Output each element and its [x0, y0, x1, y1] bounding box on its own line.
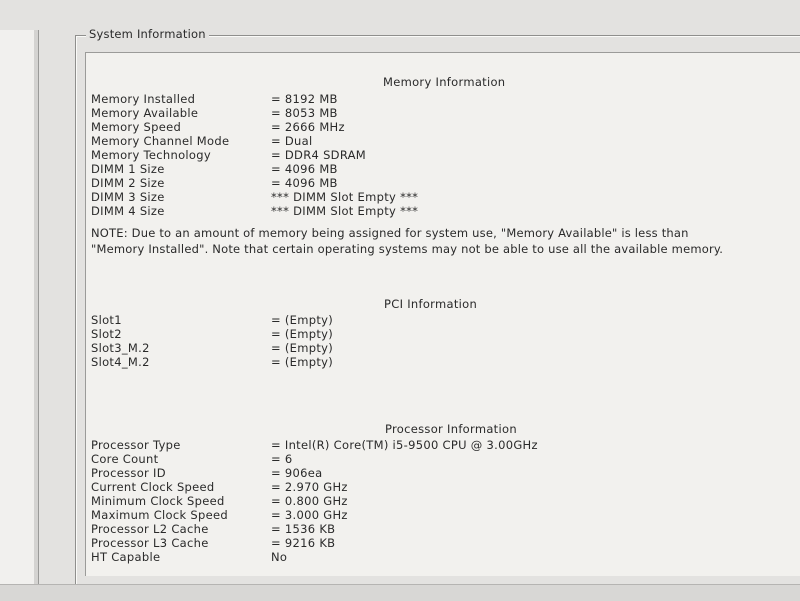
memory-label: Memory Technology	[91, 148, 211, 162]
processor-label: Processor Type	[91, 438, 181, 452]
processor-label: HT Capable	[91, 550, 161, 564]
pci-section-title: PCI Information	[384, 297, 478, 311]
processor-label: Current Clock Speed	[91, 480, 215, 494]
pci-label: Slot3_M.2	[91, 341, 150, 355]
processor-label: Processor L3 Cache	[91, 536, 209, 550]
processor-value: = 2.970 GHz	[271, 480, 348, 494]
memory-value: = Dual	[271, 134, 313, 148]
memory-section-title: Memory Information	[383, 75, 506, 89]
memory-label: Memory Available	[91, 106, 199, 120]
memory-value: = 8053 MB	[271, 106, 338, 120]
processor-label: Processor L2 Cache	[91, 522, 209, 536]
memory-value: *** DIMM Slot Empty ***	[271, 204, 419, 218]
processor-label: Minimum Clock Speed	[91, 494, 225, 508]
processor-value: = 0.800 GHz	[271, 494, 348, 508]
memory-label: Memory Channel Mode	[91, 134, 230, 148]
processor-value: = 3.000 GHz	[271, 508, 348, 522]
groupbox-title: System Information	[86, 27, 209, 41]
processor-value: = 906ea	[271, 466, 323, 480]
memory-label: DIMM 4 Size	[91, 204, 165, 218]
processor-label: Core Count	[91, 452, 159, 466]
memory-label: DIMM 3 Size	[91, 190, 165, 204]
memory-label: Memory Installed	[91, 92, 196, 106]
processor-label: Maximum Clock Speed	[91, 508, 228, 522]
memory-value: = 4096 MB	[271, 176, 338, 190]
memory-label: Memory Speed	[91, 120, 182, 134]
system-information-content	[85, 52, 800, 576]
memory-value: *** DIMM Slot Empty ***	[271, 190, 419, 204]
processor-label: Processor ID	[91, 466, 166, 480]
pci-label: Slot4_M.2	[91, 355, 150, 369]
processor-value: = Intel(R) Core(TM) i5-9500 CPU @ 3.00GHz	[271, 438, 538, 452]
memory-label: DIMM 2 Size	[91, 176, 165, 190]
memory-value: = 2666 MHz	[271, 120, 345, 134]
memory-label: DIMM 1 Size	[91, 162, 165, 176]
pci-label: Slot1	[91, 313, 122, 327]
memory-value: = 8192 MB	[271, 92, 338, 106]
pci-value: = (Empty)	[271, 327, 334, 341]
processor-value: = 1536 KB	[271, 522, 336, 536]
processor-value: No	[271, 550, 288, 564]
processor-section-title: Processor Information	[385, 422, 517, 436]
pci-value: = (Empty)	[271, 355, 334, 369]
memory-value: = 4096 MB	[271, 162, 338, 176]
pci-label: Slot2	[91, 327, 122, 341]
pci-value: = (Empty)	[271, 313, 334, 327]
pci-value: = (Empty)	[271, 341, 334, 355]
bottom-bar	[0, 584, 800, 601]
memory-note: NOTE: Due to an amount of memory being assigned for system use, "Memory Available" is less than "Memory Installed". Note that certain operating systems may not be able to use all the available memory.	[91, 226, 724, 256]
left-navigation-panel	[0, 30, 39, 600]
processor-value: = 9216 KB	[271, 536, 336, 550]
memory-value: = DDR4 SDRAM	[271, 148, 367, 162]
left-panel-scrollbar[interactable]	[34, 30, 38, 600]
processor-value: = 6	[271, 452, 293, 466]
